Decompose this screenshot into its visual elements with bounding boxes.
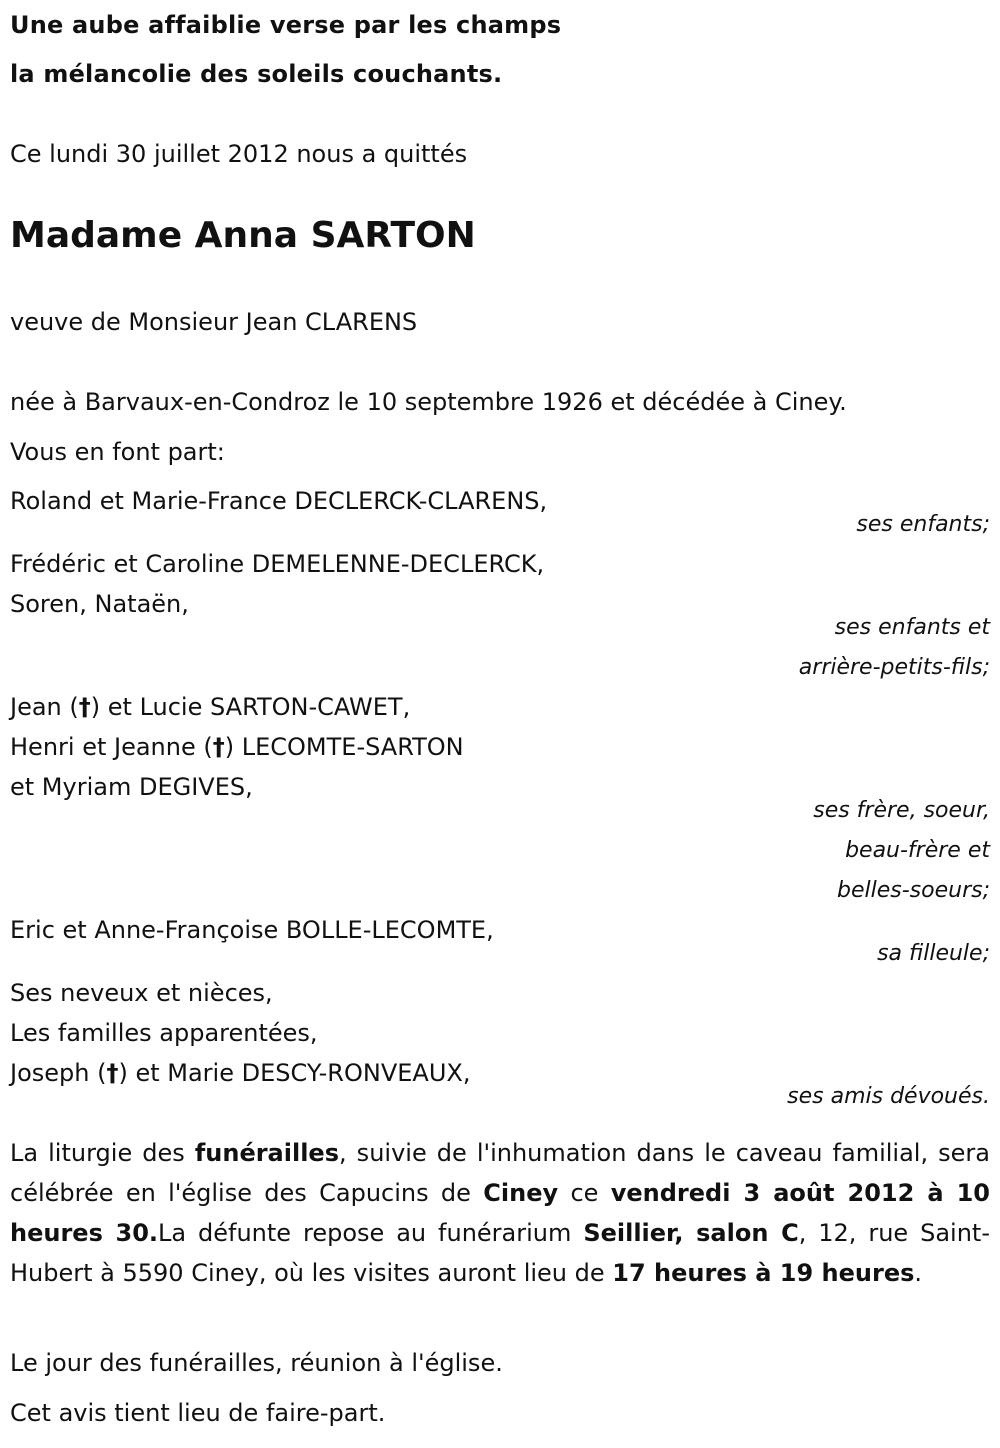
goddaughter-role: sa filleule; [877,941,990,966]
announce-text: Vous en font part: [10,438,225,466]
funeral-paragraph: La liturgie des funérailles, suivie de l'inhumation dans le caveau familial, sera célébrée en l'église des Capucins de Ciney ce vendredi 3 août 2012 à 10 heures 30.La défunte repose au funérarium Seillier, salon C, 12, rue Saint-Hubert à 5590 Ciney, où les visites auront lieu de 17 heures à 19 heures. [10,1139,991,1287]
siblings-names-3: et Myriam DEGIVES, [10,773,253,801]
poem-line-1: Une aube affaiblie verse par les champs [10,11,562,39]
widow-of: veuve de Monsieur Jean CLARENS [10,308,418,336]
closing-text: Cet avis tient lieu de faire-part. [10,1399,386,1427]
siblings-names-1: Jean (†) et Lucie SARTON-CAWET, [10,693,411,721]
intro-text: Ce lundi 30 juillet 2012 nous a quittés [10,140,468,168]
others-names-3: Joseph (†) et Marie DESCY-RONVEAUX, [10,1059,471,1087]
grandchildren-names-2: Soren, Nataën, [10,590,189,618]
deceased-name: Madame Anna SARTON [10,215,476,256]
grandchildren-names-1: Frédéric et Caroline DEMELENNE-DECLERCK, [10,550,545,578]
poem-line-2: la mélancolie des soleils couchants. [10,60,503,88]
cross-icon: † [78,693,91,721]
others-names-1: Ses neveux et nièces, [10,979,273,1007]
children-names: Roland et Marie-France DECLERCK-CLARENS, [10,487,548,515]
grandchildren-role-1: ses enfants et [834,615,990,640]
children-role: ses enfants; [856,512,990,537]
cross-icon: † [106,1059,119,1087]
others-names-2: Les familles apparentées, [10,1019,318,1047]
siblings-role-3: belles-soeurs; [837,878,990,903]
others-role: ses amis dévoués. [787,1084,990,1109]
meeting-text: Le jour des funérailles, réunion à l'église. [10,1349,503,1377]
birth-death: née à Barvaux-en-Condroz le 10 septembre 1926 et décédée à Ciney. [10,388,847,416]
cross-icon: † [212,733,225,761]
grandchildren-role-2: arrière-petits-fils; [798,655,990,680]
obituary-notice [10,0,990,1448]
siblings-role-2: beau-frère et [845,838,990,863]
siblings-names-2: Henri et Jeanne (†) LECOMTE-SARTON [10,733,464,761]
goddaughter-names: Eric et Anne-Françoise BOLLE-LECOMTE, [10,916,494,944]
siblings-role-1: ses frère, soeur, [813,798,990,823]
